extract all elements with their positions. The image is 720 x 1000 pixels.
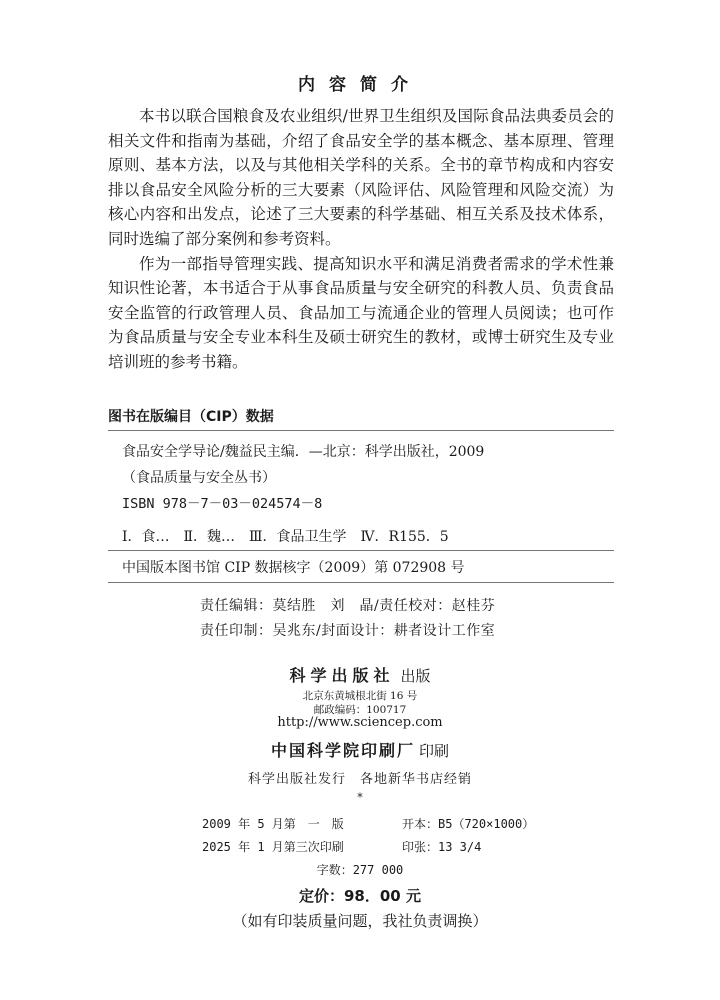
publisher-suffix: 出版 [400,667,431,685]
intro-paragraph-1: 本书以联合国粮食及农业组织/世界卫生组织及国际食品法典委员会的相关文件和指南为基础，介绍了食品安全学的基本概念、基本原理、管理原则、基本方法，以及与其他相关学科的关系。全书的章节构成和内容安排以食品安全风险分析的三大要素（风险评估、风险管理和风险交流）为核心内容和出发点，论述了三大要素的科学基础、相互关系及技术体系，同时选编了部分案例和参考资料。 [108,107,614,248]
printer-logo: 中国科学院印刷厂 [270,741,415,760]
intro-paragraph-2: 作为一部指导管理实践、提高知识水平和满足消费者需求的学术性兼知识性论著，本书适合于从事食品质量与安全研究的科教人员、负责食品安全监管的行政管理人员、食品加工与流通企业的管理人员阅读；也可作为食品质量与安全专业本科生及硕士研究生的教材，或博士研究生及专业培训班的参考书籍。 [108,254,614,371]
cip-line-classification: Ⅰ．食… Ⅱ．魏… Ⅲ．食品卫生学 Ⅳ．R155．5 [122,529,449,545]
cip-top-rule [108,430,614,431]
edition-reprint: 2025 年 1 月第三次印刷 [202,840,344,854]
intro-title: 内容简介 [298,75,422,95]
cip-heading: 图书在版编目（CIP）数据 [108,409,274,425]
publisher-line [0,663,720,686]
edition-format: 开本：B5（720×1000） [402,817,535,831]
publisher-postcode: 邮政编码：100717 [313,704,407,716]
intro-text [108,104,614,375]
quality-notice: （如有印装质量问题，我社负责调换） [232,912,488,930]
publisher-address: 北京东黄城根北街 16 号 [302,690,418,702]
cip-line-5: 中国版本图书馆 CIP 数据核字（2009）第 072908 号 [122,560,465,576]
credits-line-1: 责任编辑：莫结胜 刘 晶/责任校对：赵桂芬 [200,598,496,614]
credits-line-2: 责任印制：吴兆东/封面设计：耕者设计工作室 [200,623,496,639]
asterisk-separator: * [357,791,363,804]
edition-words: 字数：277 000 [316,863,404,877]
cip-bottom-rule [108,582,614,583]
publisher-logo: 科学出版社 [289,666,395,685]
cip-line-isbn: ISBN 978－7－03－024574－8 [122,496,323,512]
edition-first: 2009 年 5 月第 一 版 [202,817,344,831]
printer-suffix: 印刷 [419,742,450,760]
edition-sheets: 印张：13 3/4 [402,840,482,854]
cip-line-1: 食品安全学导论/魏益民主编．—北京：科学出版社，2009 [122,444,485,460]
price: 定价：98．00 元 [299,887,421,905]
distribution: 科学出版社发行 各地新华书店经销 [247,772,472,787]
cip-line-2: （食品质量与安全丛书） [122,470,276,486]
printer-line [0,738,720,761]
cip-middle-rule [108,550,614,551]
publisher-url: http://www.sciencep.com [277,715,443,730]
